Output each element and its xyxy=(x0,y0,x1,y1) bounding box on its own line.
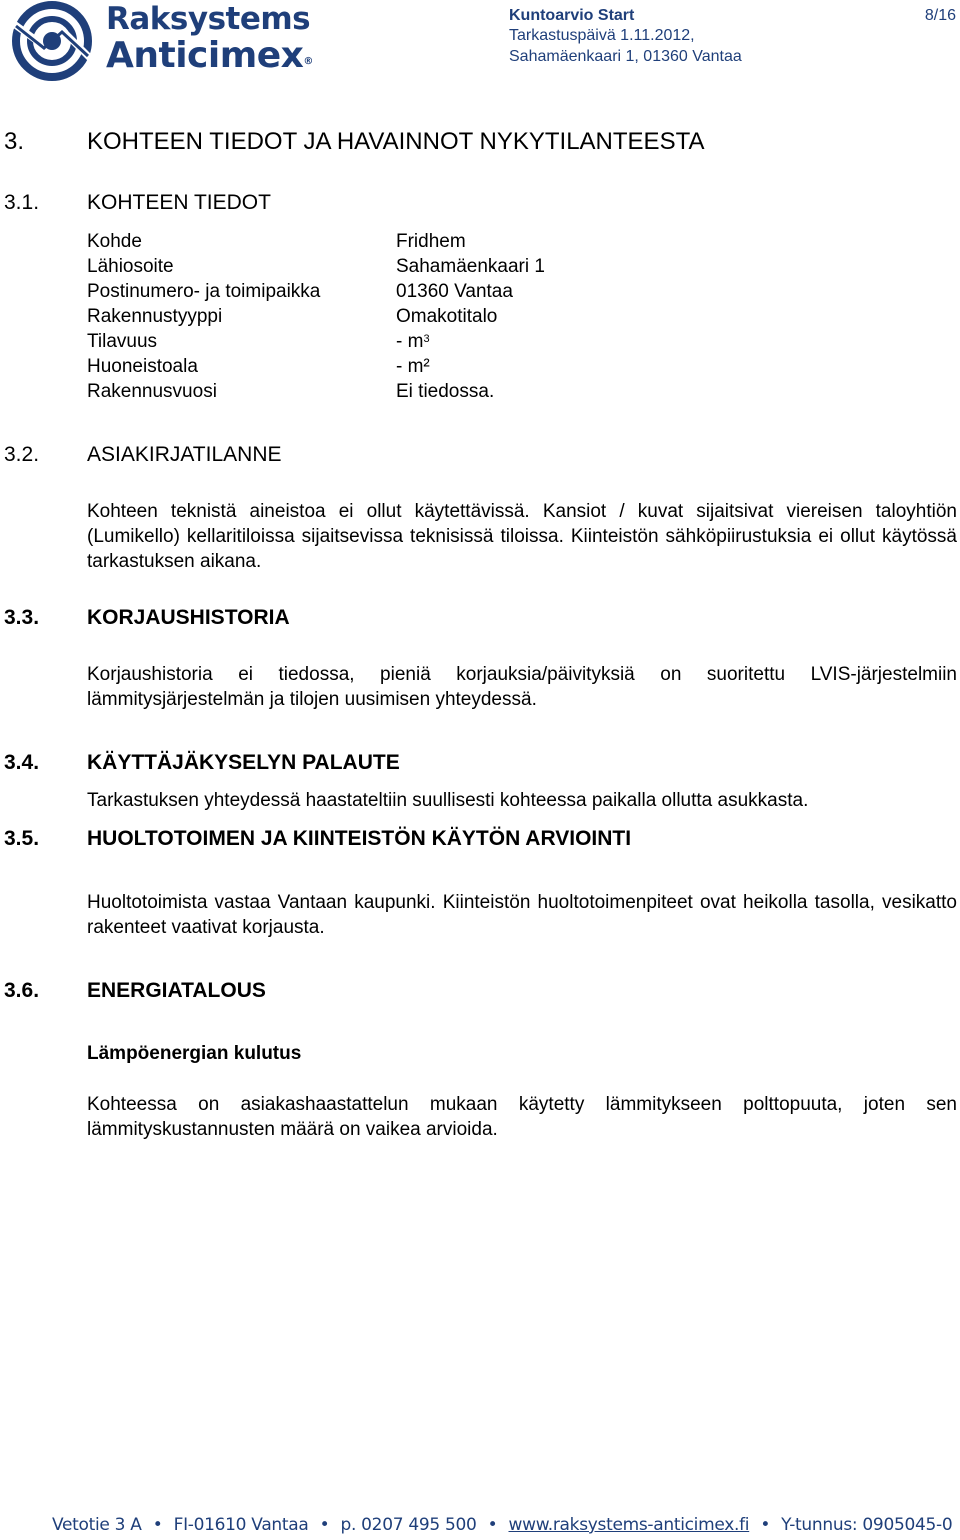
header-address: Sahamäenkaari 1, 01360 Vantaa xyxy=(509,48,742,65)
logo-text-raksystems: Raksystems xyxy=(106,1,311,37)
subsection-number: 3.3. xyxy=(4,606,40,629)
user-feedback-paragraph: Tarkastuksen yhteydessä haastateltiin suullisesti kohteessa paikalla ollutta asukkasta. xyxy=(87,790,809,811)
footer xyxy=(52,1513,952,1537)
subsection-title: HUOLTOTOIMEN JA KIINTEISTÖN KÄYTÖN ARVIOINTI xyxy=(87,827,632,850)
logo-text-anticimex: Anticimex® xyxy=(106,35,313,76)
logo-emblem-icon xyxy=(4,0,100,82)
construction-year-value: Ei tiedossa. xyxy=(396,381,495,402)
postal-label: Postinumero- ja toimipaikka xyxy=(87,281,321,302)
energy-subtitle: Lämpöenergian kulutus xyxy=(87,1043,302,1064)
subsection-number: 3.5. xyxy=(4,827,40,850)
footer-postal: FI-01610 Vantaa xyxy=(173,1515,309,1535)
volume-label: Tilavuus xyxy=(87,331,158,352)
subsection-number: 3.6. xyxy=(4,979,40,1002)
report-title: Kuntoarvio Start xyxy=(509,7,635,24)
company-logo xyxy=(4,0,313,82)
property-label: Kohde xyxy=(87,231,142,252)
floor-area-label: Huoneistoala xyxy=(87,356,198,377)
footer-business-id: Y-tunnus: 0905045-0 xyxy=(781,1515,953,1535)
postal-value: 01360 Vantaa xyxy=(396,281,513,302)
documents-paragraph: Kohteen teknistä aineistoa ei ollut käytettävissä. Kansiot / kuvat sijaitsivat viereisen taloyhtiön (Lumikello) kellaritiloissa sijaitsevissa teknisissä tiloissa. Kiinteistön sähköpiirustuksia ei ollut käytössä tarkastuksen aikana. xyxy=(87,501,957,572)
volume-unit-exponent: 3 xyxy=(423,333,430,345)
footer-separator: • xyxy=(760,1515,771,1535)
maintenance-paragraph: Huoltotoimista vastaa Vantaan kaupunki. Kiinteistön huoltotoimenpiteet ovat heikolla tasolla, vesikatto rakenteet vaativat korjausta. xyxy=(87,892,957,938)
floor-area-value: - m² xyxy=(396,356,430,377)
footer-separator: • xyxy=(319,1515,330,1535)
subsection-number: 3.1. xyxy=(4,191,40,214)
building-type-label: Rakennustyyppi xyxy=(87,306,223,327)
footer-separator: • xyxy=(487,1515,498,1535)
subsection-title: ENERGIATALOUS xyxy=(87,979,266,1002)
address-label: Lähiosoite xyxy=(87,256,174,277)
subsection-title: ASIAKIRJATILANNE xyxy=(87,443,282,466)
subsection-number: 3.2. xyxy=(4,443,40,466)
energy-paragraph: Kohteessa on asiakashaastattelun mukaan käytetty lämmitykseen polttopuuta, joten sen lämmityskustannusten määrä on vaikea arvioida. xyxy=(87,1094,957,1140)
section-number: 3. xyxy=(4,128,25,155)
building-type-value: Omakotitalo xyxy=(396,306,498,327)
registered-mark: ® xyxy=(303,56,313,67)
page-number: 8/16 xyxy=(924,7,956,24)
inspection-date: Tarkastuspäivä 1.11.2012, xyxy=(509,27,695,44)
address-value: Sahamäenkaari 1 xyxy=(396,256,545,277)
subsection-title: KORJAUSHISTORIA xyxy=(87,606,290,629)
footer-separator: • xyxy=(152,1515,163,1535)
footer-website-link[interactable]: www.raksystems-anticimex.fi xyxy=(508,1515,750,1535)
construction-year-label: Rakennusvuosi xyxy=(87,381,217,402)
volume-value: - $m^3$ xyxy=(396,331,430,352)
subsection-number: 3.4. xyxy=(4,751,40,774)
property-value: Fridhem xyxy=(396,231,466,252)
repair-history-paragraph: Korjaushistoria ei tiedossa, pieniä korjauksia/päivityksiä on suoritettu LVIS-järjestelmiin lämmitysjärjestelmän ja tilojen uusimisen yhteydessä. xyxy=(87,664,957,710)
subsection-title: KOHTEEN TIEDOT xyxy=(87,191,271,214)
section-title: KOHTEEN TIEDOT JA HAVAINNOT NYKYTILANTEESTA xyxy=(87,128,705,155)
subsection-title: KÄYTTÄJÄKYSELYN PALAUTE xyxy=(87,751,400,774)
footer-phone: p. 0207 495 500 xyxy=(340,1515,477,1535)
footer-address: Vetotie 3 A xyxy=(52,1515,142,1535)
